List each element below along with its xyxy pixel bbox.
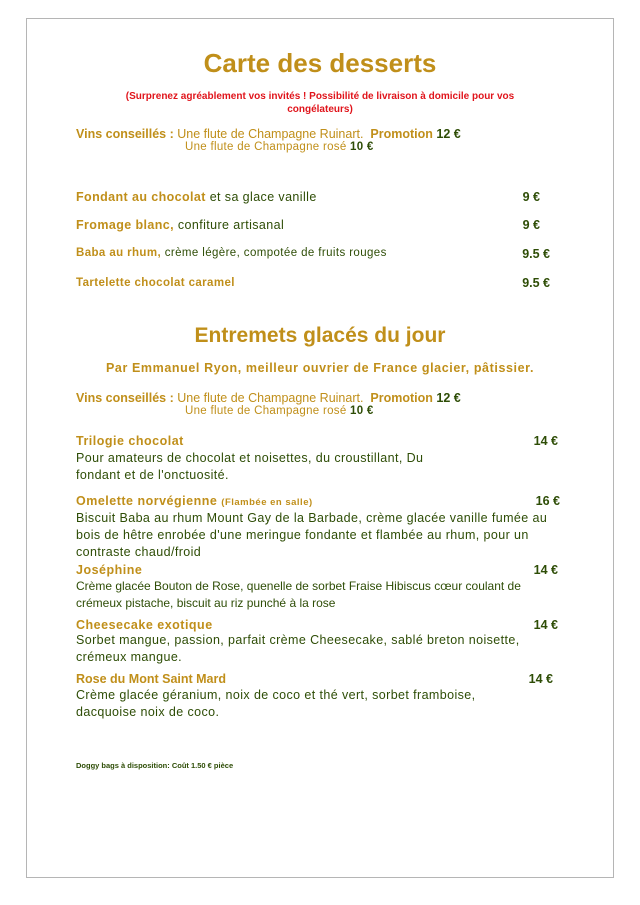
entremet-price: 16 € xyxy=(535,494,560,508)
entremet-price: 14 € xyxy=(528,672,553,686)
wine-rose: Une flute de Champagne rosé xyxy=(185,141,347,153)
entremets-title: Entremets glacés du jour xyxy=(194,324,446,347)
entremet-name: Joséphine xyxy=(76,563,143,577)
entremet-note: (Flambée en salle) xyxy=(221,497,313,508)
desserts-subtitle: (Surprenez agréablement vos invités ! Possibilité de livraison à domicile pour vos congélateurs) xyxy=(125,91,515,115)
dessert-price: 9.5 € xyxy=(522,247,550,261)
desserts-wine-line1 xyxy=(76,127,461,141)
dessert-desc: et sa glace vanille xyxy=(209,190,317,204)
entremet-price: 14 € xyxy=(533,618,558,632)
dessert-item xyxy=(76,218,284,232)
entremet-desc: Crème glacée géranium, noix de coco et thé vert, sorbet framboise, dacquoise noix de coco. xyxy=(76,688,476,719)
dessert-price: 9.5 € xyxy=(522,276,550,290)
entremet-name: Rose du Mont Saint Mard xyxy=(76,672,226,686)
entremet-name: Omelette norvégienne xyxy=(76,494,218,508)
entremet-desc: Crème glacée Bouton de Rose, quenelle de sorbet Fraise Hibiscus cœur coulant de crémeux pistache, biscuit au riz punché à la rose xyxy=(76,579,521,610)
dessert-price: 9 € xyxy=(522,218,540,232)
wine-promo-price: 12 € xyxy=(436,391,461,405)
entremet-price: 14 € xyxy=(533,563,558,577)
dessert-desc: crème légère, compotée de fruits rouges xyxy=(164,247,387,259)
entremet-desc: Sorbet mangue, passion, parfait crème Cheesecake, sablé breton noisette, crémeux mangue. xyxy=(76,633,520,664)
dessert-item xyxy=(76,277,235,289)
entremets-subtitle: Par Emmanuel Ryon, meilleur ouvrier de France glacier, pâtissier. xyxy=(105,361,535,375)
entremet-price: 14 € xyxy=(533,434,558,448)
entremet-desc: Biscuit Baba au rhum Mount Gay de la Barbade, crème glacée vanille fumée au bois de hêtre enrobée d'une meringue fondante et flambée au rhum, pour un contraste chaud/froid xyxy=(76,511,548,559)
wine-rose-price: 10 € xyxy=(350,141,374,153)
dessert-desc: confiture artisanal xyxy=(177,218,285,232)
entremet-desc: Pour amateurs de chocolat et noisettes, du croustillant, Du fondant et de l'onctuosité. xyxy=(76,451,424,482)
wine-rose-price: 10 € xyxy=(350,405,374,417)
wine-ruinart: Une flute de Champagne Ruinart. xyxy=(177,127,364,141)
wine-rose: Une flute de Champagne rosé xyxy=(185,405,347,417)
dessert-name: Fondant au chocolat xyxy=(76,190,206,204)
dessert-price: 9 € xyxy=(522,190,540,204)
desserts-title: Carte des desserts xyxy=(203,48,437,78)
wine-promo-label: Promotion xyxy=(370,127,433,141)
wine-promo-price: 12 € xyxy=(436,127,461,141)
entremets-wine-line2 xyxy=(185,405,374,417)
dessert-name: Tartelette chocolat caramel xyxy=(76,277,235,289)
dessert-item xyxy=(76,190,317,204)
wine-promo-label: Promotion xyxy=(370,391,433,405)
dessert-item xyxy=(76,247,387,259)
wine-ruinart: Une flute de Champagne Ruinart. xyxy=(177,391,364,405)
dessert-name: Baba au rhum, xyxy=(76,247,162,259)
desserts-wine-line2 xyxy=(185,141,374,153)
wine-label: Vins conseillés : xyxy=(76,391,174,405)
doggy-bag-note: Doggy bags à disposition: Coût 1.50 € pièce xyxy=(76,761,234,770)
entremets-wine-line1 xyxy=(76,391,461,405)
dessert-name: Fromage blanc, xyxy=(76,218,174,232)
wine-label: Vins conseillés : xyxy=(76,127,174,141)
entremet-name-row xyxy=(76,494,313,508)
entremet-name: Cheesecake exotique xyxy=(76,618,213,632)
entremet-name: Trilogie chocolat xyxy=(76,434,184,448)
